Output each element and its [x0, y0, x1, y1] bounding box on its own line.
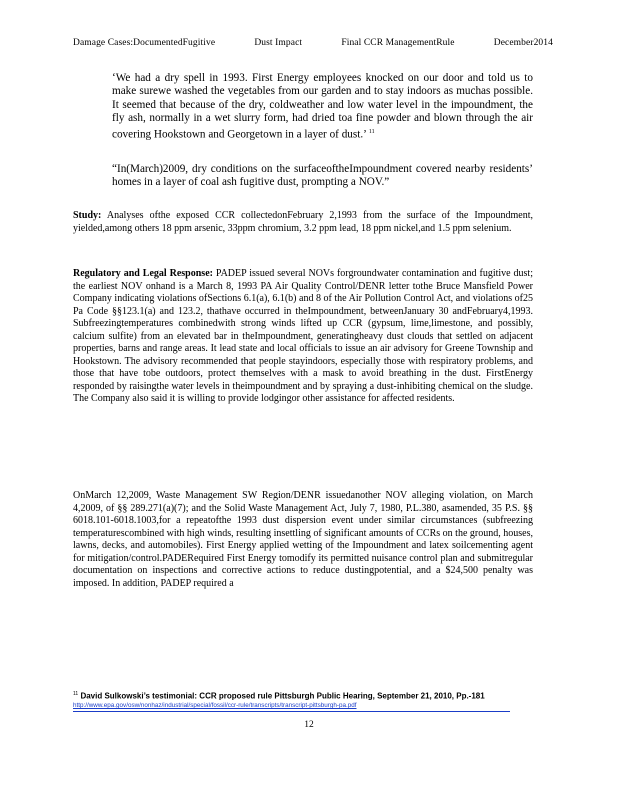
footnote-text: David Sulkowski’s testimonial: CCR proposed rule Pittsburgh Public Hearing, September 21, 2010, Pp.-181	[80, 691, 485, 701]
page-header	[73, 38, 553, 48]
quote-text: ‘We had a dry spell in 1993. First Energy employees knocked on our door and told us to make surewe washed the vegetables from our garden and to stay indoors as muchas possible. It seemed that because of the dry, coldweather and low water level in the impoundment, the fly ash, normally in a wet slurry form, had dried toa fine powder and blown through the air covering Hookstown and Georgetown in a layer of dust.’	[112, 72, 533, 141]
footnote-mark: 11	[73, 691, 79, 697]
study-text: Analyses ofthe exposed CCR collectedonFebruary 2,1993 from the surface of the Impoundment, yielded,among others 18 ppm arsenic, 33ppm chromium, 3.2 ppm lead, 18 ppm nickel,and 1.5 ppm selenium.	[73, 210, 533, 234]
testimonial-quote	[112, 72, 533, 142]
march-text: OnMarch 12,2009, Waste Management SW Region/DENR issuedanother NOV alleging violation, on March 4,2009, of §§ 289.271(a)(7); and the Solid Waste Management Act, July 7, 1980, P.L.380, asamended, 35 P.S. §§ 6018.101-6018.1003,for a repeatofthe 1993 dust dispersion event under similar circumstances (subfreezing temperaturescombined with high winds, resulting insettling of significant amounts of CCRs on the ground, houses, lawns, decks, and automobiles). First Energy applied wetting of the Impoundment and latex soilcementing agent for mitigation/control.PADERequired First Energy tomodify its permitted nuisance control plan and submitregular documentation on inspections and corrective actions to reduce dustingpotential, and a $24,500 penalty was imposed. In addition, PADEP required a	[73, 490, 533, 589]
footnote-link[interactable]: http://www.epa.gov/osw/nonhaz/industrial/special/fossil/ccr-rule/transcripts/transcript-pittsburgh-pa.pdf	[73, 702, 357, 709]
regulatory-paragraph	[73, 268, 533, 406]
footnote	[73, 689, 543, 702]
header-date: December2014	[493, 38, 553, 48]
regulatory-text: PADEP issued several NOVs forgroundwater contamination and fugitive dust; the earliest NOV onhand is a March 8, 1993 PA Air Quality Control/DENR letter tothe Bruce Mansfield Power Company indicating violations ofSections 6.1(a), 6.1(b) and 8 of the Air Pollution Control Act, and violations of25 Pa Code §§123.1(a) and 123.2, thathave occurred in theImpoundment, betweenJanuary 30 andFebruary4,1993. Subfreezingtemperatures combinedwith strong winds lifted up CCR (gypsum, lime,limestone, and possibly, calcium sulfite) from an elevated bar in theImpoundment, generatingheavy dust clouds that settled on adjacent properties, barns and range areas. It lead state and local officials to issue an air advisory for Greene Township and Hookstown. The advisory recommended that people stayindoors, especially those with respiratory problems, and those that have tobe outdoors, protect themselves with a mask to avoid breathing in the dust. FirstEnergy responded by raisingthe water levels in theimpoundment and by spraying a dust-inhibiting chemical on the sludge. The Company also said it is willing to provide lodgingor other assistance for affected residents.	[73, 268, 533, 404]
quote-text: “In(March)2009, dry conditions on the surfaceoftheImpoundment covered nearby residents’ homes in a layer of coal ash fugitive dust, prompting a NOV.”	[112, 163, 533, 189]
link-underline	[73, 711, 510, 712]
page-number: 12	[304, 720, 314, 730]
march-2009-paragraph	[73, 490, 533, 590]
regulatory-label: Regulatory and Legal Response:	[73, 268, 213, 279]
nov-quote	[112, 163, 533, 190]
footnote-ref: 11	[368, 128, 375, 135]
study-paragraph	[73, 210, 533, 235]
header-title: Final CCR ManagementRule	[341, 38, 455, 48]
header-topic: Dust Impact	[254, 38, 303, 48]
study-label: Study:	[73, 210, 102, 221]
header-section: Damage Cases:DocumentedFugitive	[73, 38, 216, 48]
